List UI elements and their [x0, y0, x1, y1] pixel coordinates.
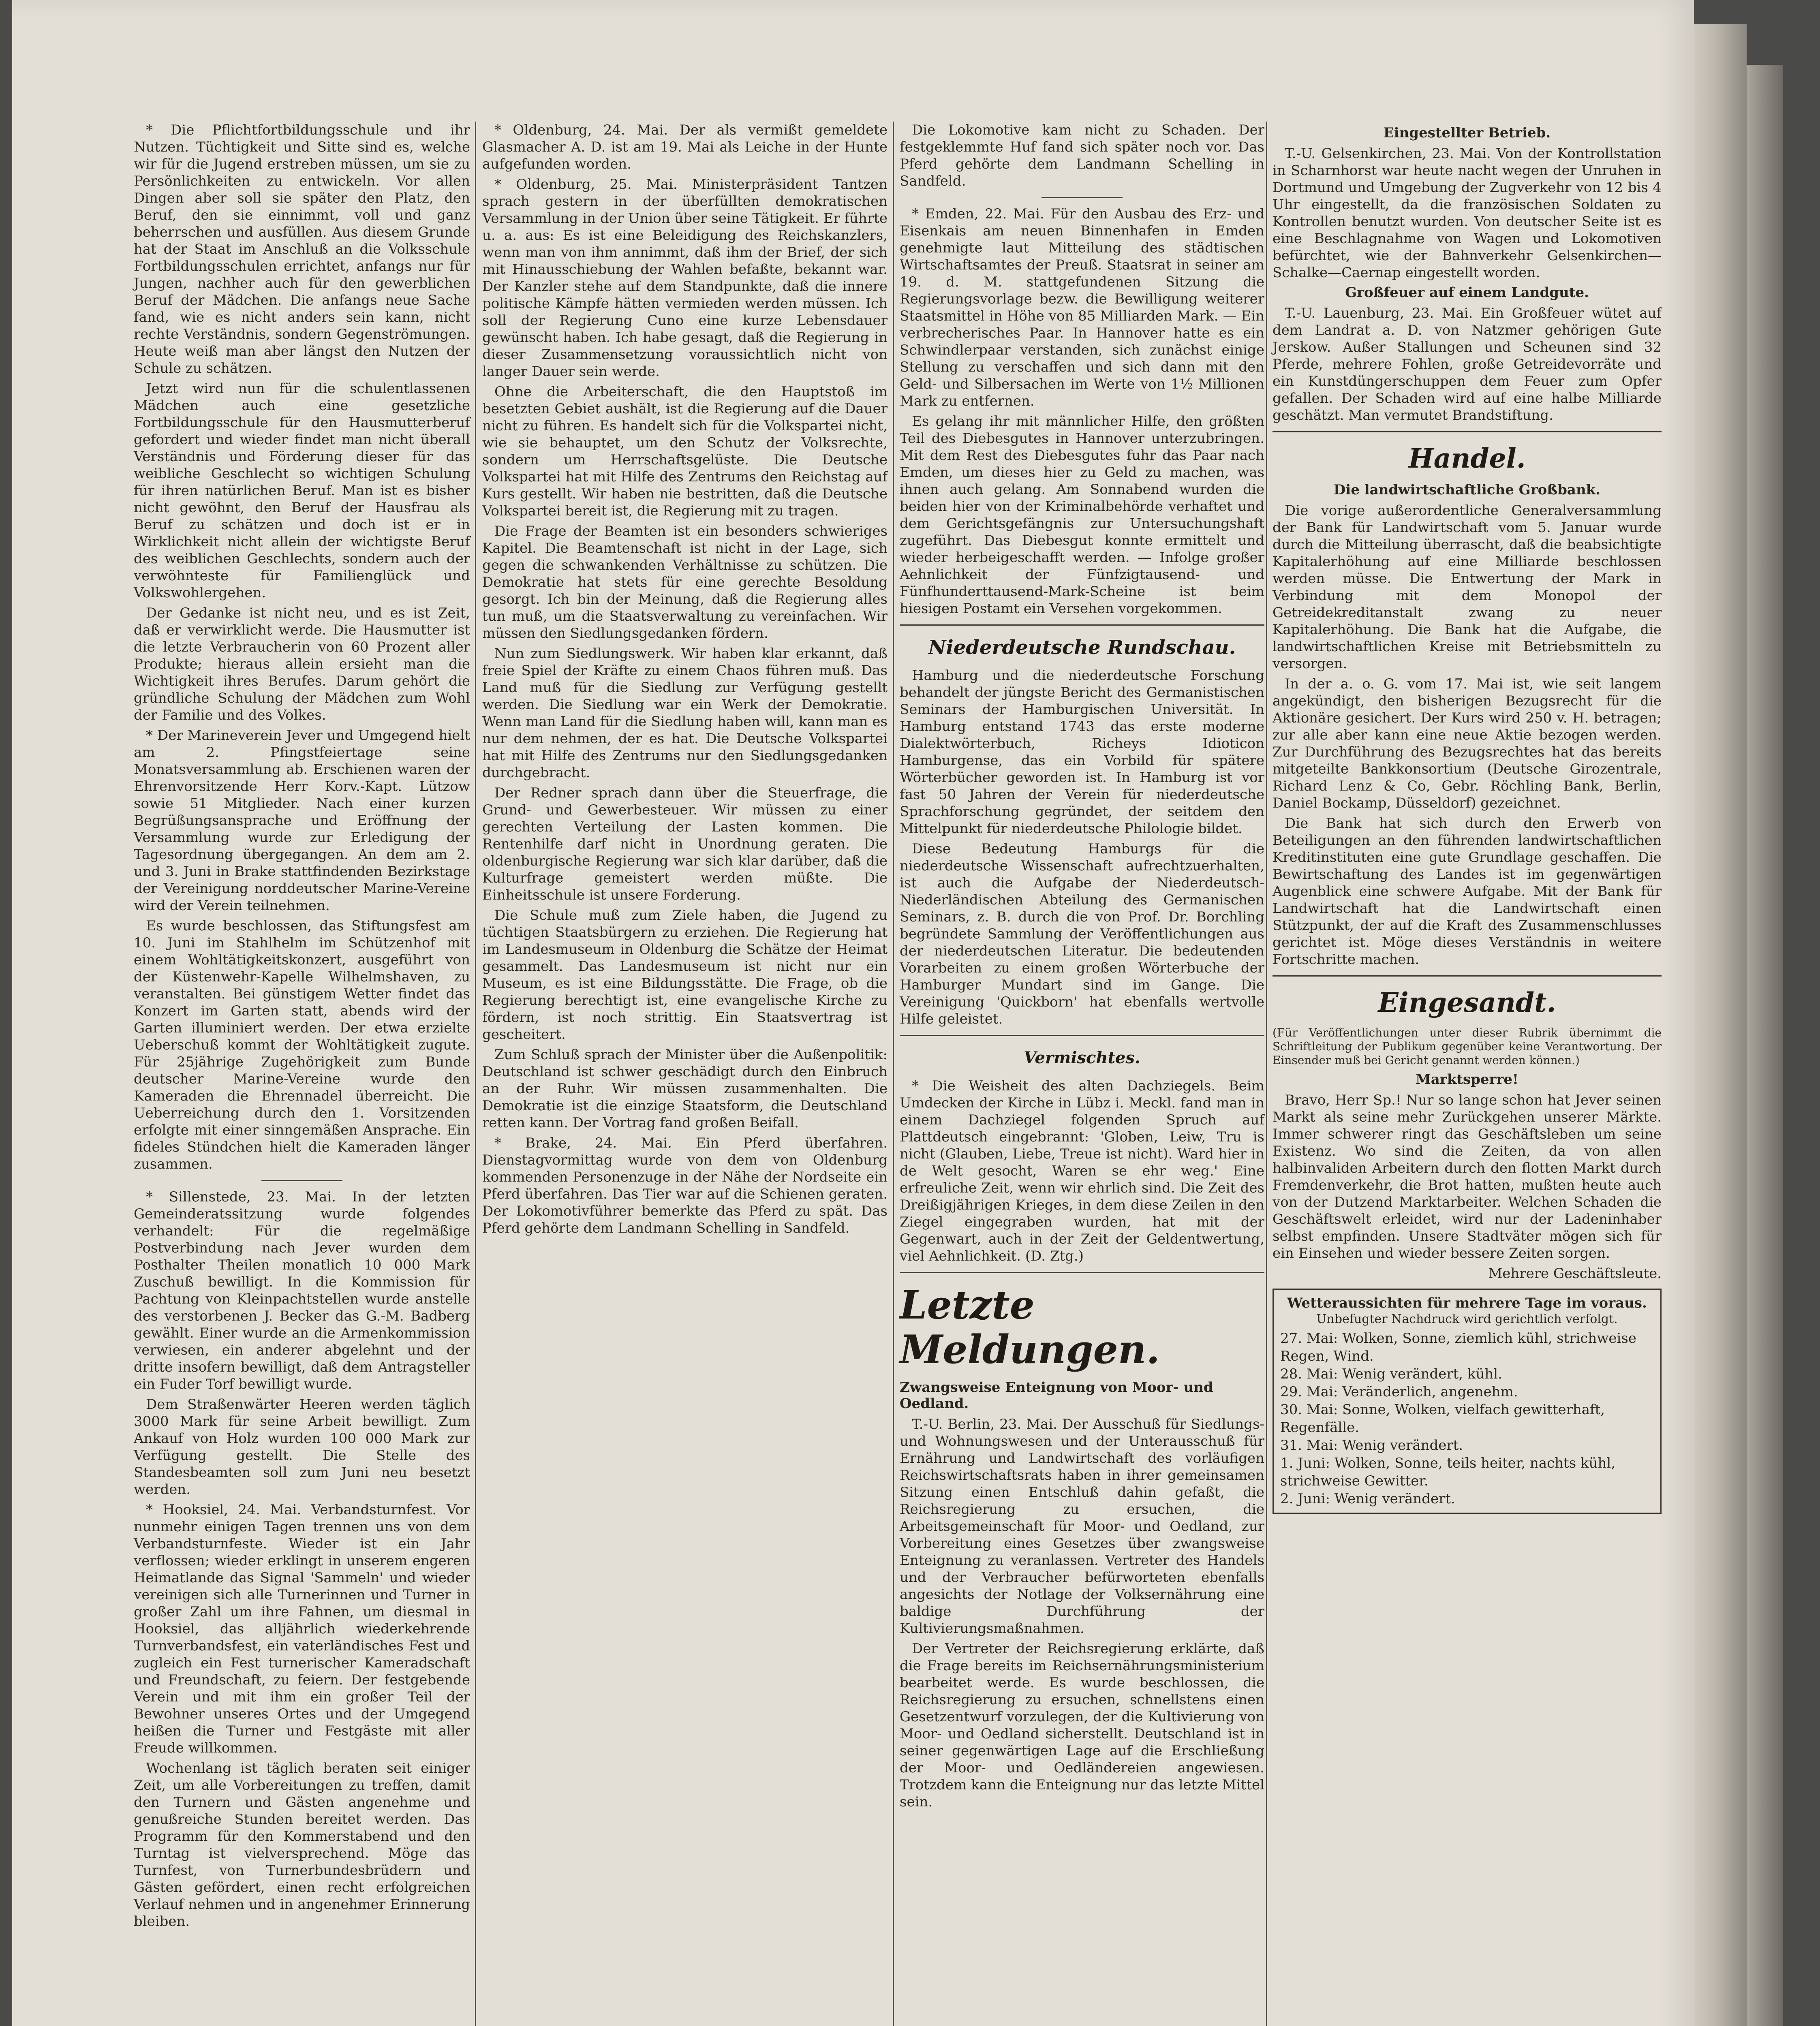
column-3	[900, 122, 1264, 1814]
article-paragraph: Es wurde beschlossen, das Stiftungsfest am 10. Juni im Stahlhelm im Schützenhof mit einem Wohltätigkeitskonzert, ausgeführt von der Küstenwehr-Kapelle Wilhelmshaven, zu veranstalten. Bei günstigem Wetter findet das Konzert im Garten statt, abends wird der Garten illuminiert werden. Der etwa erzielte Ueberschuß kommt der Wohltätigkeit zugute. Für 25jährige Zugehörigkeit zum Bunde deutscher Marine-Vereine wurde den Kameraden die Ehrennadel überreicht. Die Ueberreichung durch den 1. Vorsitzenden erfolgte mit einer sinngemäßen Ansprache. Ein fideles Stündchen hielt die Kameraden länger zusammen.	[134, 918, 470, 1172]
weather-title: Wetteraussichten für mehrere Tage im voraus.	[1287, 1295, 1647, 1311]
article-paragraph: * Brake, 24. Mai. Ein Pferd überfahren. Dienstagvormittag wurde von dem von Oldenburg kommenden Personenzuge in der Nähe der Nordseite ein Pferd überfahren. Das Tier war auf die Schienen geraten. Der Lokomotivführer bemerkte das Pferd zu spät. Das Pferd gehörte dem Landmann Schelling in Sandfeld.	[482, 1135, 888, 1236]
article-paragraph: Es gelang ihr mit männlicher Hilfe, den größten Teil des Diebesgutes in Hannover unterzubringen. Mit dem Rest des Diebesgutes fuhr das Paar nach Emden, um dieses hier zu Geld zu machen, was ihnen auch gelang. Am Sonnabend wurden die beiden hier von der Kriminalbehörde verhaftet und dem Gerichtsgefängnis zur Untersuchungshaft zugeführt. Das Diebesgut konnte ermittelt und wieder herbeigeschafft werden. — Infolge großer Aehnlichkeit der Fünfzigtausend- und Fünfhunderttausend-Mark-Scheine ist beim hiesigen Postamt ein Versehen vorgekommen.	[900, 413, 1264, 617]
article-paragraph: * Emden, 22. Mai. Für den Ausbau des Erz- und Eisenkais am neuen Binnenhafen in Emden genehmigte laut Mitteilung des städtischen Wirtschaftsamtes der Preuß. Staatsrat in seiner am 19. d. M. stattgefundenen Sitzung die Regierungsvorlage bezw. die Bewilligung weiterer Staatsmittel in Höhe von 85 Milliarden Mark. — Ein verbrecherisches Paar. In Hannover hatte es ein Schwindlerpaar verstanden, sich zunächst einige Stellung zu verschaffen und sich dann mit den Geld- und Silbersachen im Werte von 1½ Millionen Mark zu entfernen.	[900, 206, 1264, 409]
article-paragraph: In der a. o. G. vom 17. Mai ist, wie seit langem angekündigt, den bisherigen Bezugsrecht für die Aktionäre gesichert. Der Kurs wird 250 v. H. betragen; zur alle aber kann eine neue Aktie bezogen werden. Zur Durchführung des Bezugsrechtes hat das bereits mitgeteilte Bankkonsortium (Deutsche Girozentrale, Richard Lenz & Co, Gebr. Röchling Bank, Berlin, Daniel Bockamp, Düsseldorf) gezeichnet.	[1273, 676, 1662, 811]
article-paragraph: Nun zum Siedlungswerk. Wir haben klar erkannt, daß freie Spiel der Kräfte zu einem Chaos führen muß. Das Land muß für die Siedlung zur Verfügung gestellt werden. Die Siedlung war ein Werk der Demokratie. Wenn man Land für die Siedlung haben will, kann man es nur dem nehmen, der es hat. Die Deutsche Volkspartei hat mit Hilfe des Zentrums nur den Siedlungsgedanken durchgebracht.	[482, 645, 888, 781]
weather-line: 27. Mai: Wolken, Sonne, ziemlich kühl, strichweise Regen, Wind.	[1280, 1330, 1636, 1364]
divider	[1273, 431, 1662, 432]
article-subheading: Zwangsweise Enteignung von Moor- und Oedland.	[900, 1379, 1213, 1412]
article-paragraph: Der Redner sprach dann über die Steuerfrage, die Grund- und Gewerbesteuer. Wir müssen zu einer gerechten Verteilung der Lasten kommen. Die Rentenhilfe darf nicht in Unordnung geraten. Die oldenburgische Regierung war sich klar darüber, daß die Kulturfrage gemeistert werden müßte. Die Einheitsschule ist unsere Forderung.	[482, 785, 888, 903]
article-paragraph: T.-U. Berlin, 23. Mai. Der Ausschuß für Siedlungs- und Wohnungswesen und der Unterausschuß für Ernährung und Landwirtschaft des vorläufigen Reichswirtschaftsrats haben in ihrer gemeinsamen Sitzung einen Entschluß dahin gefaßt, die Reichsregierung zu ersuchen, die Arbeitsgemeinschaft für Moor- und Oedland, zur Vorbereitung eines Gesetzes über zwangsweise Enteignung zu veranlassen. Vertreter des Handels und der Verbraucher befürworteten ebenfalls angesichts der Notlage der Volksernährung eine baldige Durchführung der Kultivierungsmaßnahmen.	[900, 1416, 1264, 1637]
article-paragraph: Bravo, Herr Sp.! Nur so lange schon hat Jever seinen Markt als seine mehr Zurückgehen unserer Märkte. Immer schwerer ringt das Geschäftsleben um seine Existenz. Wo sind die Zeiten, da von allen halbinvaliden Arbeitern durch den flotten Markt durch Fremdenverkehr, die Brot hatten, mußten heute auch von der Dutzend Marktarbeiter. Welchen Schaden die Geschäftswelt erleidet, wird nur der Ladeninhaber selbst empfinden. Unsere Stadtväter mögen sich für ein Einsehen und wieder bessere Zeiten sorgen.	[1273, 1092, 1662, 1261]
article-paragraph: Die vorige außerordentliche Generalversammlung der Bank für Landwirtschaft vom 5. Januar wurde durch die Mitteilung überrascht, daß die beabsichtigte Kapitalerhöhung auf eine Milliarde beschlossen werden müsse. Die Entwertung der Mark in Verbindung mit dem Monopol der Getreidekreditanstalt zwang zu neuer Kapitalerhöhung. Die Bank hat die Aufgabe, die landwirtschaftlichen Kreise mit Betriebsmitteln zu versorgen.	[1273, 502, 1662, 672]
article-paragraph: * Sillenstede, 23. Mai. In der letzten Gemeinderatssitzung wurde folgendes verhandelt: Für die regelmäßige Postverbindung nach Jever wurden dem Posthalter Theilen monatlich 10 000 Mark Zuschuß bewilligt. In die Kommission für Pachtung von Kleinpachtstellen wurde anstelle des verstorbenen J. Becker das G.-M. Badberg gewählt. Einer wurde an die Armenkommission verwiesen, ein anderer abgelehnt und der dritte insofern bewilligt, daß dem Antragsteller ein Fuder Torf bewilligt wurde.	[134, 1189, 470, 1392]
page-stack-shadow	[1747, 65, 1783, 2026]
article-subheading: Eingestellter Betrieb.	[1383, 125, 1551, 141]
article-subheading: Marktsperre!	[1416, 1071, 1518, 1088]
column-rule	[475, 122, 476, 2026]
divider	[900, 1035, 1264, 1036]
article-subheading: Großfeuer auf einem Landgute.	[1345, 284, 1589, 301]
article-paragraph: Dem Straßenwärter Heeren werden täglich 3000 Mark für seine Arbeit bewilligt. Zum Ankauf von Holz wurden 100 000 Mark zur Verfügung gestellt. Die Stelle des Standesbeamten soll zum Juni neu besetzt werden.	[134, 1396, 470, 1498]
divider	[900, 624, 1264, 626]
article-paragraph: Die Schule muß zum Ziele haben, die Jugend zu tüchtigen Staatsbürgern zu erziehen. Die Regierung hat im Landesmuseum in Oldenburg die Schätze der Heimat gesammelt. Das Landesmuseum ist nicht nur ein Museum, es ist eine Bildungsstätte. Die Frage, ob die Regierung berechtigt ist, eine evangelische Kirche zu fördern, ist noch strittig. Ein Staatsvertrag ist gescheitert.	[482, 907, 888, 1043]
article-paragraph: T.-U. Lauenburg, 23. Mai. Ein Großfeuer wütet auf dem Landrat a. D. von Natzmer gehörigen Gute Jerskow. Außer Stallungen und Scheunen sind 32 Pferde, mehrere Fohlen, große Getreidevorräte und ein Kunstdüngerschuppen dem Feuer zum Opfer gefallen. Der Schaden wird auf eine halbe Milliarde geschätzt. Man vermutet Brandstiftung.	[1273, 305, 1662, 423]
article-paragraph: Jetzt wird nun für die schulentlassenen Mädchen auch eine gesetzliche Fortbildungsschule für den Hausmutterberuf gefordert und wieder findet man nicht überall Verständnis und Förderung dieser für das weibliche Geschlecht so wichtigen Schulung für ihren natürlichen Beruf. Man ist es bisher nicht gewöhnt, den Beruf der Hausfrau als Beruf zu schätzen und doch ist er in Wirklichkeit nicht allein der wichtigste Beruf des weiblichen Geschlechts, sondern auch der verwöhnteste für Familienglück und Volkswohlergehen.	[134, 380, 470, 601]
article-paragraph: Hamburg und die niederdeutsche Forschung behandelt der jüngste Bericht des Germanistischen Seminars der Hamburgischen Universität. In Hamburg entstand 1743 das erste moderne Dialektwörterbuch, Richeys Idioticon Hamburgense, das ein Vorbild für spätere Wörterbücher geworden ist. In Hamburg ist vor fast 50 Jahren der Verein für niederdeutsche Sprachforschung gegründet, der seitdem den Mittelpunkt für niederdeutsche Philologie bildet.	[900, 667, 1264, 837]
weather-subtitle: Unbefugter Nachdruck wird gerichtlich verfolgt.	[1316, 1312, 1618, 1326]
column-2	[482, 122, 888, 1240]
divider	[1042, 197, 1123, 198]
column-rule	[1266, 122, 1267, 2026]
weather-forecast-box	[1273, 1289, 1662, 1514]
article-paragraph: T.-U. Gelsenkirchen, 23. Mai. Von der Kontrollstation in Scharnhorst war heute nacht wegen der Unruhen in Dortmund und Umgebung der Zugverkehr von 12 bis 4 Uhr eingestellt, da die französischen Soldaten zu Kontrollen benutzt wurden. Von deutscher Seite ist es eine Beschlagnahme von Wagen und Lokomotiven befürchtet, wie der Bahnverkehr Gelsenkirchen—Schalke—Caernap eingestellt worden.	[1273, 145, 1662, 281]
article-subheading: Die landwirtschaftliche Großbank.	[1333, 482, 1601, 498]
weather-line: 28. Mai: Wenig verändert, kühl.	[1280, 1366, 1502, 1382]
section-heading-vermischtes: Vermischtes.	[1024, 1048, 1140, 1067]
divider	[900, 1272, 1264, 1273]
column-1	[134, 122, 470, 1933]
article-paragraph: * Hooksiel, 24. Mai. Verbandsturnfest. Vor nunmehr einigen Tagen trennen uns von dem Verbandsturnfeste. Wieder ist ein Jahr verflossen; wieder erklingt in unserem engeren Heimatlande das Signal 'Sammeln' und wieder vereinigen sich alle Turnerinnen und Turner in großer Zahl um ihre Fahnen, um diesmal in Hooksiel, das alljährlich wiederkehrende Turnverbandsfest, ein vaterländisches Fest und zugleich ein Fest turnerischer Kameradschaft und Freundschaft, zu feiern. Der festgebende Verein und mit ihm ein großer Teil der Bewohner unseres Ortes und der Umgegend heißen die Turner und Festgäste mit aller Freude willkommen.	[134, 1502, 470, 1756]
divider	[1273, 975, 1662, 977]
article-paragraph: * Oldenburg, 25. Mai. Ministerpräsident Tantzen sprach gestern in der überfüllten demokratischen Versammlung in der Union über seine Tätigkeit. Er führte u. a. aus: Es ist eine Beleidigung des Reichskanzlers, wenn man von ihm annimmt, daß ihm der Brief, der sich mit Hinausschiebung der Wahlen befaßte, bekannt war. Der Kanzler stehe auf dem Standpunkte, daß die innere politische Kämpfe hätten vermieden werden müssen. Ich soll der Regierung Cuno eine kurze Lebensdauer gewünscht haben. Ich habe gesagt, daß die Regierung in dieser Zusammensetzung voraussichtlich nicht von langer Dauer sein werde.	[482, 176, 888, 380]
divider	[261, 1180, 342, 1181]
section-heading-niederdeutsche-rundschau: Niederdeutsche Rundschau.	[928, 636, 1236, 659]
signature: Mehrere Geschäftsleute.	[1488, 1265, 1662, 1282]
article-paragraph: * Die Weisheit des alten Dachziegels. Beim Umdecken der Kirche in Lübz i. Meckl. fand man in einem Dachziegel folgenden Spruch auf Plattdeutsch eingebrannt: 'Globen, Leiw, Tru is nicht (Glauben, Liebe, Treue ist nicht). Ward hier in de Welt gesocht, Waren se ehr weg.' Eine erfreuliche Zeit, wenn wir ehrlich sind. Die Zeit des Dreißigjährigen Krieges, in dem diese Zeilen in den Ziegel eingegraben wurden, hat mit der Gegenwart, auch in der Zeit der Geldentwertung, viel Aehnlichkeit. (D. Ztg.)	[900, 1078, 1264, 1264]
weather-line: 1. Juni: Wolken, Sonne, teils heiter, nachts kühl, strichweise Gewitter.	[1280, 1455, 1616, 1489]
weather-line: 29. Mai: Veränderlich, angenehm.	[1280, 1384, 1518, 1400]
article-paragraph: Ohne die Arbeiterschaft, die den Hauptstoß im besetzten Gebiet aushält, ist die Regierung auf die Dauer nicht zu führen. Es handelt sich für die Volkspartei nicht, wie sie behauptet, um den Schutz der Volksrechte, sondern um Herrschaftsgelüste. Die Deutsche Volkspartei hat mit Hilfe des Zentrums den Reichstag auf Kurs gestellt. Wir haben nie bestritten, daß die Deutsche Volkspartei bereit ist, die Regierung mit zu tragen.	[482, 384, 888, 519]
article-paragraph: * Die Pflichtfortbildungsschule und ihr Nutzen. Tüchtigkeit und Sitte sind es, welche wir für die Jugend erstreben müssen, um sie zu Persönlichkeiten zu entwickeln. Vor allen Dingen aber soll sie später den Platz, den Beruf, den sie einnimmt, voll und ganz beherrschen und ausfüllen. Aus diesem Grunde hat der Staat im Anschluß an die Volksschule Fortbildungsschulen errichtet, anfangs nur für Jungen, nachher auch für den gewerblichen Beruf der Mädchen. Die anfangs neue Sache fand, wie es nicht anders sein kann, nicht rechte Verständnis, sondern Gegenströmungen. Heute weiß man aber längst den Nutzen der Schule zu schätzen.	[134, 122, 470, 376]
column-4	[1273, 122, 1662, 1514]
article-paragraph: Wochenlang ist täglich beraten seit einiger Zeit, um alle Vorbereitungen zu treffen, damit den Turnern und Gästen angenehme und genußreiche Stunden bereitet werden. Das Programm für den Kommerstabend und den Turntag ist vielversprechend. Möge das Turnfest, von Turnerbundesbrüdern und Gästen gefördert, einen recht erfolgreichen Verlauf nehmen und in angenehmer Erinnerung bleiben.	[134, 1760, 470, 1930]
article-paragraph: * Der Marineverein Jever und Umgegend hielt am 2. Pfingstfeiertage seine Monatsversammlung ab. Erschienen waren der Ehrenvorsitzende Herr Korv.-Kapt. Lützow sowie 51 Mitglieder. Nach einer kurzen Begrüßungsansprache und Eröffnung der Versammlung wurde zur Erledigung der Tagesordnung übergegangen. An dem am 2. und 3. Juni in Brake stattfindenden Bezirkstage der Vereinigung norddeutscher Marine-Vereine wird der Verein teilnehmen.	[134, 727, 470, 914]
article-paragraph: Der Vertreter der Reichsregierung erklärte, daß die Frage bereits im Reichsernährungsministerium bearbeitet werde. Es wurde beschlossen, die Reichsregierung zu ersuchen, schnellstens einen Gesetzentwurf vorzulegen, der die Kultivierung von Moor- und Oedland sicherstellt. Deutschland ist in seiner gegenwärtigen Lage auf die Erschließung der Moor- und Oedländereien angewiesen. Trotzdem kann die Enteignung nur das letzte Mittel sein.	[900, 1641, 1264, 1810]
article-paragraph: Der Gedanke ist nicht neu, und es ist Zeit, daß er verwirklicht werde. Die Hausmutter ist die letzte Verbraucherin von 60 Prozent aller Produkte; hieraus allein ersieht man die Wichtigkeit ihres Berufes. Darum gehört die gründliche Schulung der Mädchen zum Wohl der Familie und des Volkes.	[134, 605, 470, 723]
weather-line: 2. Juni: Wenig verändert.	[1280, 1491, 1455, 1507]
editorial-note: (Für Veröffentlichungen unter dieser Rubrik übernimmt die Schriftleitung der Publikum gegenüber keine Verantwortung. Der Einsender muß bei Gericht genannt werden können.)	[1273, 1026, 1662, 1067]
article-paragraph: Die Frage der Beamten ist ein besonders schwieriges Kapitel. Die Beamtenschaft ist nicht in der Lage, sich gegen die schwankenden Verhältnisse zu schützen. Die Demokratie hat stets für eine gerechte Besoldung gesorgt. Ich bin der Meinung, daß die Regierung alles tun muß, um die Staatsverwaltung zu vereinfachen. Wir müssen den Siedlungsgedanken fördern.	[482, 523, 888, 641]
page-stack-edge	[1694, 24, 1747, 2026]
article-paragraph: Diese Bedeutung Hamburgs für die niederdeutsche Wissenschaft aufrechtzuerhalten, ist auch die Aufgabe der Niederdeutsch-Niederländischen Abteilung des Germanischen Seminars, z. B. durch die von Prof. Dr. Borchling begründete Sammlung der Veröffentlichungen aus der niederdeutschen Literatur. Die bedeutenden Vorarbeiten zu einem großen Wörterbuche der Hamburger Mundart sind im Gange. Die Vereinigung 'Quickborn' hat ebenfalls wertvolle Hilfe geleistet.	[900, 841, 1264, 1027]
article-paragraph: * Oldenburg, 24. Mai. Der als vermißt gemeldete Glasmacher A. D. ist am 19. Mai als Leiche in der Hunte aufgefunden worden.	[482, 122, 888, 172]
weather-line: 30. Mai: Sonne, Wolken, vielfach gewitterhaft, Regenfälle.	[1280, 1402, 1605, 1436]
weather-line: 31. Mai: Wenig verändert.	[1280, 1437, 1463, 1453]
section-heading-letzte-meldungen: Letzte Meldungen.	[900, 1282, 1160, 1372]
article-paragraph: Die Lokomotive kam nicht zu Schaden. Der festgeklemmte Huf fand sich später noch vor. Das Pferd gehörte dem Landmann Schelling in Sandfeld.	[900, 122, 1264, 189]
section-heading-eingesandt: Eingesandt.	[1378, 987, 1556, 1018]
section-heading-handel: Handel.	[1408, 442, 1526, 474]
article-paragraph: Die Bank hat sich durch den Erwerb von Beteiligungen an den führenden landwirtschaftlichen Kreditinstituten eine gute Grundlage geschaffen. Die Bewirtschaftung des Landes ist im gegenwärtigen Augenblick eine schwere Aufgabe. Mit der Bank für Landwirtschaft hat die Landwirtschaft einen Stützpunkt, der auf die Kraft des Zusammenschlusses gerichtet ist. Möge dieses Verständnis in weitere Fortschritte machen.	[1273, 815, 1662, 968]
article-paragraph: Zum Schluß sprach der Minister über die Außenpolitik: Deutschland ist schwer geschädigt durch den Einbruch an der Ruhr. Wir müssen zusammenhalten. Die Demokratie ist die einzige Staatsform, die Deutschland retten kann. Der Vortrag fand großen Beifall.	[482, 1047, 888, 1131]
column-rule	[893, 122, 894, 2026]
